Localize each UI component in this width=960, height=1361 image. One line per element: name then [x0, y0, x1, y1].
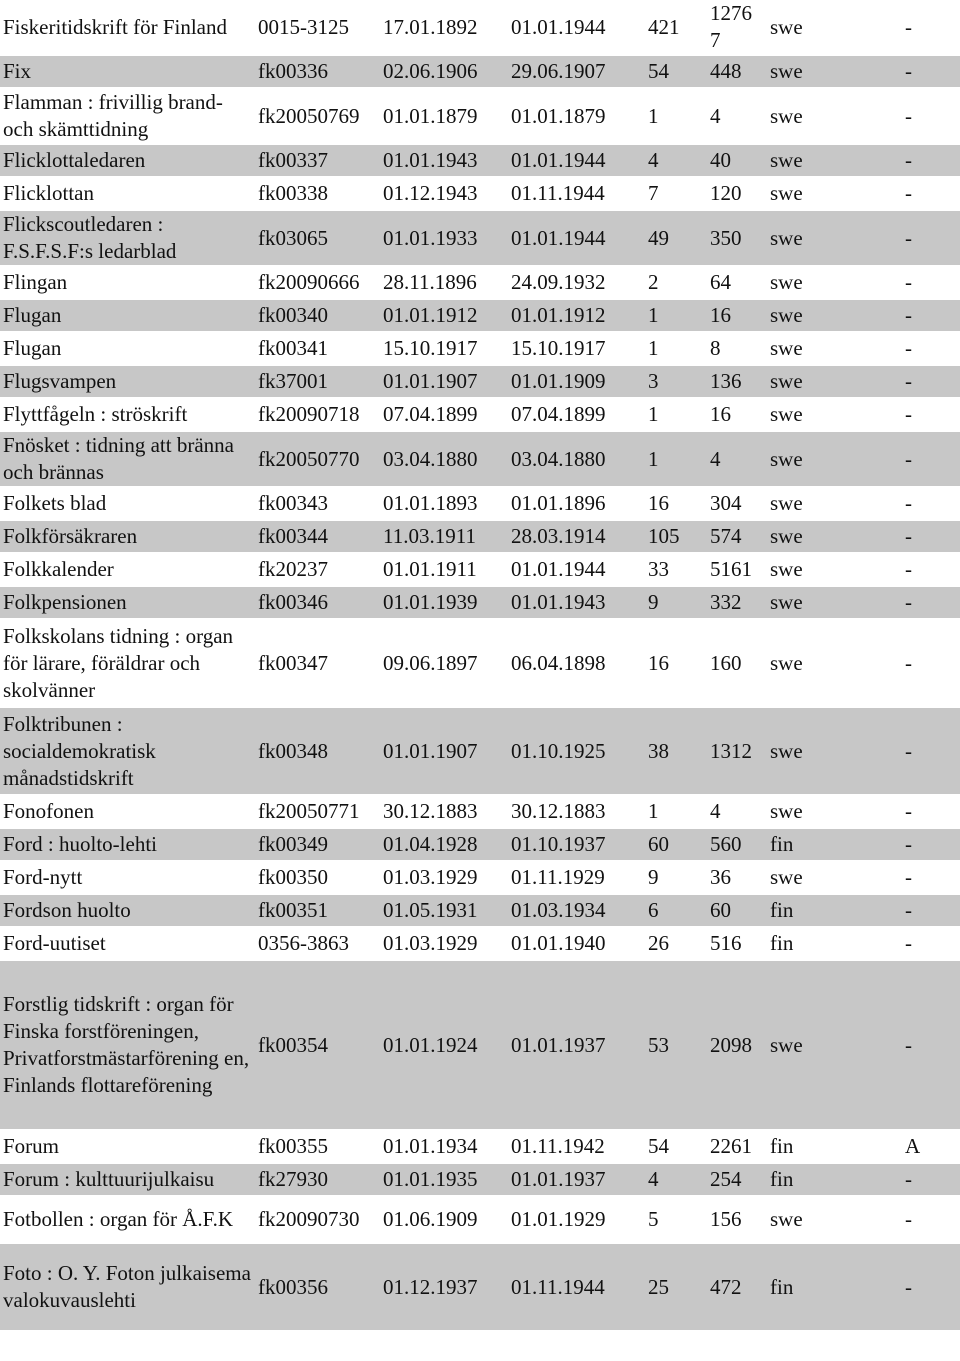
note-cell: - [902, 398, 960, 431]
start-date-cell: 09.06.1897 [380, 619, 508, 707]
note-cell: - [902, 55, 960, 88]
issues-cell: 16 [645, 619, 707, 707]
start-date-cell: 01.01.1879 [380, 88, 508, 144]
issues-cell: 1 [645, 88, 707, 144]
id-cell: fk27930 [255, 1163, 380, 1196]
table-row [0, 861, 960, 894]
id-cell: fk03065 [255, 210, 380, 266]
id-cell: fk20050769 [255, 88, 380, 144]
issues-cell: 6 [645, 894, 707, 927]
table-row [0, 210, 960, 266]
issues-cell: 1 [645, 299, 707, 332]
table-row [0, 1243, 960, 1331]
id-cell: fk00354 [255, 960, 380, 1130]
table-row [0, 0, 960, 55]
start-date-cell: 28.11.1896 [380, 266, 508, 299]
end-date-cell: 01.01.1944 [508, 144, 645, 177]
title-cell: Folkkalender [0, 553, 255, 586]
id-cell: fk20090730 [255, 1196, 380, 1243]
id-cell: fk20050771 [255, 795, 380, 828]
issues-cell: 49 [645, 210, 707, 266]
id-cell: fk20050770 [255, 431, 380, 487]
end-date-cell: 01.01.1937 [508, 960, 645, 1130]
id-cell: fk20237 [255, 553, 380, 586]
language-cell: swe [767, 55, 902, 88]
end-date-cell: 01.01.1937 [508, 1163, 645, 1196]
id-cell: fk00348 [255, 707, 380, 795]
end-date-cell: 01.01.1944 [508, 553, 645, 586]
language-cell: swe [767, 586, 902, 619]
language-cell: swe [767, 266, 902, 299]
start-date-cell: 01.12.1937 [380, 1243, 508, 1331]
table-row [0, 586, 960, 619]
pages-cell: 16 [707, 299, 767, 332]
id-cell: fk00356 [255, 1243, 380, 1331]
language-cell: swe [767, 144, 902, 177]
end-date-cell: 01.11.1944 [508, 1243, 645, 1331]
start-date-cell: 01.05.1931 [380, 894, 508, 927]
title-cell: Folktribunen : socialdemokratisk månadstidskrift [0, 707, 255, 795]
end-date-cell: 01.01.1879 [508, 88, 645, 144]
issues-cell: 1 [645, 332, 707, 365]
pages-cell: 60 [707, 894, 767, 927]
title-cell: Fnösket : tidning att bränna och brännas [0, 431, 255, 487]
note-cell: - [902, 553, 960, 586]
id-cell: fk20090718 [255, 398, 380, 431]
issues-cell: 7 [645, 177, 707, 210]
title-cell: Flickscoutledaren : F.S.F.S.F:s ledarblad [0, 210, 255, 266]
issues-cell: 53 [645, 960, 707, 1130]
language-cell: swe [767, 299, 902, 332]
title-cell: Flingan [0, 266, 255, 299]
title-cell: Ford : huolto-lehti [0, 828, 255, 861]
note-cell: - [902, 927, 960, 960]
issues-cell: 1 [645, 398, 707, 431]
issues-cell: 16 [645, 487, 707, 520]
start-date-cell: 01.01.1934 [380, 1130, 508, 1163]
start-date-cell: 01.06.1909 [380, 1196, 508, 1243]
title-cell: Fix [0, 55, 255, 88]
start-date-cell: 17.01.1892 [380, 0, 508, 55]
title-cell: Flugsvampen [0, 365, 255, 398]
table-row [0, 795, 960, 828]
issues-cell: 1 [645, 795, 707, 828]
table-row [0, 144, 960, 177]
end-date-cell: 01.01.1944 [508, 0, 645, 55]
table-row [0, 177, 960, 210]
table-row [0, 55, 960, 88]
title-cell: Flugan [0, 332, 255, 365]
title-cell: Folkets blad [0, 487, 255, 520]
title-cell: Fotbollen : organ för Å.F.K [0, 1196, 255, 1243]
table-row [0, 365, 960, 398]
pages-cell: 5161 [707, 553, 767, 586]
start-date-cell: 07.04.1899 [380, 398, 508, 431]
issues-cell: 54 [645, 1130, 707, 1163]
start-date-cell: 30.12.1883 [380, 795, 508, 828]
id-cell: fk00341 [255, 332, 380, 365]
id-cell: fk00344 [255, 520, 380, 553]
issues-cell: 3 [645, 365, 707, 398]
note-cell: - [902, 1196, 960, 1243]
start-date-cell: 01.12.1943 [380, 177, 508, 210]
issues-cell: 2 [645, 266, 707, 299]
start-date-cell: 01.03.1929 [380, 861, 508, 894]
start-date-cell: 11.03.1911 [380, 520, 508, 553]
pages-cell: 36 [707, 861, 767, 894]
table-row [0, 487, 960, 520]
id-cell: fk00349 [255, 828, 380, 861]
id-cell: fk00350 [255, 861, 380, 894]
table-row [0, 1130, 960, 1163]
issues-cell: 33 [645, 553, 707, 586]
pages-cell: 4 [707, 431, 767, 487]
start-date-cell: 01.01.1935 [380, 1163, 508, 1196]
pages-cell: 40 [707, 144, 767, 177]
title-cell: Flamman : frivillig brand- och skämttidning [0, 88, 255, 144]
language-cell: swe [767, 210, 902, 266]
issues-cell: 25 [645, 1243, 707, 1331]
pages-cell: 304 [707, 487, 767, 520]
note-cell: - [902, 177, 960, 210]
language-cell: fin [767, 828, 902, 861]
note-cell: - [902, 365, 960, 398]
language-cell: swe [767, 861, 902, 894]
id-cell: 0015-3125 [255, 0, 380, 55]
note-cell: - [902, 487, 960, 520]
note-cell: - [902, 88, 960, 144]
pages-cell: 1276 7 [707, 0, 767, 55]
language-cell: swe [767, 487, 902, 520]
start-date-cell: 01.01.1907 [380, 707, 508, 795]
id-cell: fk37001 [255, 365, 380, 398]
start-date-cell: 01.01.1911 [380, 553, 508, 586]
title-cell: Folkpensionen [0, 586, 255, 619]
language-cell: swe [767, 795, 902, 828]
start-date-cell: 01.01.1933 [380, 210, 508, 266]
end-date-cell: 30.12.1883 [508, 795, 645, 828]
note-cell: - [902, 144, 960, 177]
table-row [0, 927, 960, 960]
language-cell: swe [767, 398, 902, 431]
end-date-cell: 01.11.1942 [508, 1130, 645, 1163]
note-cell: - [902, 707, 960, 795]
pages-cell: 120 [707, 177, 767, 210]
title-cell: Ford-nytt [0, 861, 255, 894]
note-cell: - [902, 960, 960, 1130]
pages-cell: 472 [707, 1243, 767, 1331]
language-cell: fin [767, 927, 902, 960]
note-cell: - [902, 828, 960, 861]
pages-cell: 448 [707, 55, 767, 88]
title-cell: Fonofonen [0, 795, 255, 828]
end-date-cell: 01.01.1940 [508, 927, 645, 960]
title-cell: Flicklottaledaren [0, 144, 255, 177]
issues-cell: 105 [645, 520, 707, 553]
language-cell: swe [767, 365, 902, 398]
end-date-cell: 01.01.1912 [508, 299, 645, 332]
end-date-cell: 01.01.1944 [508, 210, 645, 266]
end-date-cell: 01.01.1896 [508, 487, 645, 520]
table-row [0, 960, 960, 1130]
id-cell: fk00346 [255, 586, 380, 619]
title-cell: Folkförsäkraren [0, 520, 255, 553]
issues-cell: 4 [645, 144, 707, 177]
pages-cell: 1312 [707, 707, 767, 795]
id-cell: fk00347 [255, 619, 380, 707]
note-cell: A [902, 1130, 960, 1163]
id-cell: fk00351 [255, 894, 380, 927]
pages-cell: 16 [707, 398, 767, 431]
language-cell: swe [767, 553, 902, 586]
id-cell: fk00340 [255, 299, 380, 332]
language-cell: swe [767, 177, 902, 210]
start-date-cell: 01.01.1893 [380, 487, 508, 520]
issues-cell: 4 [645, 1163, 707, 1196]
language-cell: fin [767, 894, 902, 927]
language-cell: fin [767, 1130, 902, 1163]
note-cell: - [902, 520, 960, 553]
table-row [0, 332, 960, 365]
title-cell: Folkskolans tidning : organ för lärare, föräldrar och skolvänner [0, 619, 255, 707]
language-cell: fin [767, 1163, 902, 1196]
pages-cell: 8 [707, 332, 767, 365]
table-row [0, 431, 960, 487]
language-cell: swe [767, 431, 902, 487]
issues-cell: 60 [645, 828, 707, 861]
table-row [0, 398, 960, 431]
start-date-cell: 15.10.1917 [380, 332, 508, 365]
table-row [0, 707, 960, 795]
note-cell: - [902, 332, 960, 365]
end-date-cell: 06.04.1898 [508, 619, 645, 707]
title-cell: Fiskeritidskrift för Finland [0, 0, 255, 55]
pages-cell: 560 [707, 828, 767, 861]
start-date-cell: 01.01.1912 [380, 299, 508, 332]
pages-cell: 4 [707, 795, 767, 828]
table-row [0, 299, 960, 332]
issues-cell: 5 [645, 1196, 707, 1243]
pages-cell: 2261 [707, 1130, 767, 1163]
start-date-cell: 01.03.1929 [380, 927, 508, 960]
issues-cell: 9 [645, 861, 707, 894]
language-cell: swe [767, 960, 902, 1130]
note-cell: - [902, 431, 960, 487]
pages-cell: 4 [707, 88, 767, 144]
id-cell: 0356-3863 [255, 927, 380, 960]
start-date-cell: 01.04.1928 [380, 828, 508, 861]
end-date-cell: 07.04.1899 [508, 398, 645, 431]
pages-cell: 254 [707, 1163, 767, 1196]
note-cell: - [902, 894, 960, 927]
note-cell: - [902, 266, 960, 299]
title-cell: Forum [0, 1130, 255, 1163]
end-date-cell: 01.10.1925 [508, 707, 645, 795]
issues-cell: 9 [645, 586, 707, 619]
pages-cell: 64 [707, 266, 767, 299]
table-row [0, 1163, 960, 1196]
end-date-cell: 15.10.1917 [508, 332, 645, 365]
end-date-cell: 01.03.1934 [508, 894, 645, 927]
note-cell: - [902, 861, 960, 894]
table-row [0, 828, 960, 861]
note-cell: - [902, 586, 960, 619]
table-row [0, 520, 960, 553]
end-date-cell: 28.03.1914 [508, 520, 645, 553]
end-date-cell: 03.04.1880 [508, 431, 645, 487]
issues-cell: 26 [645, 927, 707, 960]
title-cell: Flugan [0, 299, 255, 332]
start-date-cell: 01.01.1924 [380, 960, 508, 1130]
table-row [0, 266, 960, 299]
start-date-cell: 03.04.1880 [380, 431, 508, 487]
title-cell: Ford-uutiset [0, 927, 255, 960]
note-cell: - [902, 1163, 960, 1196]
end-date-cell: 01.01.1909 [508, 365, 645, 398]
end-date-cell: 01.01.1943 [508, 586, 645, 619]
id-cell: fk20090666 [255, 266, 380, 299]
pages-cell: 516 [707, 927, 767, 960]
id-cell: fk00343 [255, 487, 380, 520]
title-cell: Flyttfågeln : ströskrift [0, 398, 255, 431]
id-cell: fk00336 [255, 55, 380, 88]
note-cell: - [902, 0, 960, 55]
pages-cell: 350 [707, 210, 767, 266]
end-date-cell: 24.09.1932 [508, 266, 645, 299]
language-cell: swe [767, 619, 902, 707]
issues-cell: 54 [645, 55, 707, 88]
end-date-cell: 01.11.1944 [508, 177, 645, 210]
table-row [0, 88, 960, 144]
note-cell: - [902, 619, 960, 707]
pages-cell: 2098 [707, 960, 767, 1130]
title-cell: Forum : kulttuurijulkaisu [0, 1163, 255, 1196]
pages-cell: 136 [707, 365, 767, 398]
table-row [0, 619, 960, 707]
language-cell: swe [767, 520, 902, 553]
language-cell: swe [767, 1196, 902, 1243]
id-cell: fk00338 [255, 177, 380, 210]
end-date-cell: 01.10.1937 [508, 828, 645, 861]
end-date-cell: 29.06.1907 [508, 55, 645, 88]
id-cell: fk00355 [255, 1130, 380, 1163]
title-cell: Forstlig tidskrift : organ för Finska forstföreningen, Privatforstmästarförening en, Finlands flottareförening [0, 960, 255, 1130]
title-cell: Fordson huolto [0, 894, 255, 927]
table-row [0, 553, 960, 586]
language-cell: swe [767, 707, 902, 795]
pages-cell: 156 [707, 1196, 767, 1243]
note-cell: - [902, 795, 960, 828]
title-cell: Flicklottan [0, 177, 255, 210]
language-cell: fin [767, 1243, 902, 1331]
issues-cell: 38 [645, 707, 707, 795]
note-cell: - [902, 299, 960, 332]
language-cell: swe [767, 88, 902, 144]
end-date-cell: 01.01.1929 [508, 1196, 645, 1243]
start-date-cell: 02.06.1906 [380, 55, 508, 88]
issues-cell: 421 [645, 0, 707, 55]
start-date-cell: 01.01.1943 [380, 144, 508, 177]
id-cell: fk00337 [255, 144, 380, 177]
start-date-cell: 01.01.1939 [380, 586, 508, 619]
end-date-cell: 01.11.1929 [508, 861, 645, 894]
pages-cell: 574 [707, 520, 767, 553]
start-date-cell: 01.01.1907 [380, 365, 508, 398]
language-cell: swe [767, 332, 902, 365]
note-cell: - [902, 1243, 960, 1331]
title-cell: Foto : O. Y. Foton julkaisema valokuvauslehti [0, 1243, 255, 1331]
table-row [0, 1196, 960, 1243]
pages-cell: 332 [707, 586, 767, 619]
note-cell: - [902, 210, 960, 266]
issues-cell: 1 [645, 431, 707, 487]
table-row [0, 894, 960, 927]
language-cell: swe [767, 0, 902, 55]
pages-cell: 160 [707, 619, 767, 707]
